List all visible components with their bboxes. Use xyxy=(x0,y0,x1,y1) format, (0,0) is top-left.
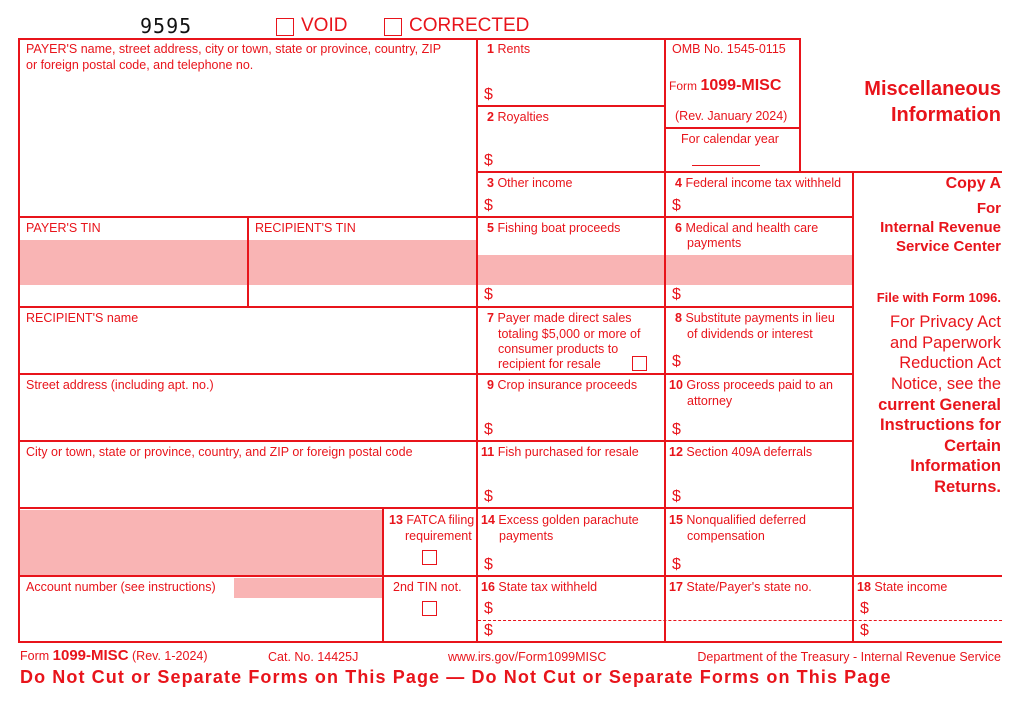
irs-line1: Internal Revenue xyxy=(880,219,1001,236)
grid-line xyxy=(18,575,1002,577)
omb-revision: (Rev. January 2024) xyxy=(675,109,788,123)
box6-dollar: $ xyxy=(672,286,681,303)
payer-name-label-1: PAYER'S name, street address, city or town, state or province, country, ZIP xyxy=(26,42,442,56)
grid-line xyxy=(664,127,801,129)
box2-label: 2 Royalties xyxy=(487,110,549,124)
second-tin-label: 2nd TIN not. xyxy=(393,580,462,594)
second-tin-checkbox[interactable] xyxy=(422,601,437,616)
box9-dollar: $ xyxy=(484,421,493,438)
box14-dollar: $ xyxy=(484,556,493,573)
instr-line-3: Certain xyxy=(944,437,1001,455)
grid-line xyxy=(476,105,666,107)
box7-label-4: recipient for resale xyxy=(498,357,601,371)
box4-label: 4 Federal income tax withheld xyxy=(675,176,842,190)
box16-label: 16 State tax withheld xyxy=(481,580,598,594)
copy-a-label: Copy A xyxy=(945,175,1001,192)
box6-shade xyxy=(666,255,853,285)
grid-line xyxy=(18,306,854,308)
box8-label-2: of dividends or interest xyxy=(687,327,813,341)
box15-label: 15 Nonqualified deferred xyxy=(669,513,806,527)
grid-line xyxy=(18,216,854,218)
payer-tin-shade xyxy=(20,240,248,285)
box16-dollar-1: $ xyxy=(484,600,493,617)
form-title-line1: Miscellaneous xyxy=(864,78,1001,100)
instr-line-4: Information xyxy=(910,457,1001,475)
blank-shade xyxy=(20,510,382,575)
box14-label: 14 Excess golden parachute xyxy=(481,513,639,527)
box7-checkbox[interactable] xyxy=(632,356,647,371)
recipient-tin-shade xyxy=(249,240,477,285)
grid-line xyxy=(18,641,1002,643)
box1-label: 1 Rents xyxy=(487,42,531,56)
payer-tin-label: PAYER'S TIN xyxy=(26,221,101,235)
box10-label-2: attorney xyxy=(687,394,733,408)
box9-label: 9 Crop insurance proceeds xyxy=(487,378,638,392)
box12-dollar: $ xyxy=(672,488,681,505)
box16-dollar-2: $ xyxy=(484,622,493,639)
grid-line xyxy=(852,172,854,643)
box17-label: 17 State/Payer's state no. xyxy=(669,580,812,594)
privacy-line-2: and Paperwork xyxy=(890,334,1001,352)
box10-dollar: $ xyxy=(672,421,681,438)
omb-number: OMB No. 1545-0115 xyxy=(672,42,786,56)
box18-dollar-1: $ xyxy=(860,600,869,617)
box11-label: 11 Fish purchased for resale xyxy=(481,445,639,459)
calendar-year-label: For calendar year xyxy=(681,132,779,146)
void-checkbox[interactable] xyxy=(276,18,294,36)
footer-cat-no: Cat. No. 14425J xyxy=(268,650,359,664)
account-shade xyxy=(234,578,382,598)
grid-line xyxy=(18,440,854,442)
box11-dollar: $ xyxy=(484,488,493,505)
recipient-name-label: RECIPIENT'S name xyxy=(26,311,139,325)
box6-label: 6 Medical and health care xyxy=(675,221,819,235)
corrected-checkbox[interactable] xyxy=(384,18,402,36)
box7-label-3: consumer products to xyxy=(498,342,619,356)
street-address-label: Street address (including apt. no.) xyxy=(26,378,214,392)
grid-line xyxy=(247,217,249,308)
fatca-checkbox[interactable] xyxy=(422,550,437,565)
instr-line-2: Instructions for xyxy=(879,416,1001,434)
state-dashed-line xyxy=(478,620,1002,621)
grid-line xyxy=(476,171,1002,173)
box5-label: 5 Fishing boat proceeds xyxy=(487,221,621,235)
box8-label: 8 Substitute payments in lieu xyxy=(675,311,835,325)
box4-dollar: $ xyxy=(672,197,681,214)
box18-label: 18 State income xyxy=(857,580,948,594)
privacy-line-4: Notice, see the xyxy=(890,375,1001,393)
form-id-number: 9595 xyxy=(140,14,193,38)
city-label: City or town, state or province, country, and ZIP or foreign postal code xyxy=(26,445,413,459)
box3-label: 3 Other income xyxy=(487,176,573,190)
instr-line-1: current General xyxy=(878,396,1001,414)
box14-label-2: payments xyxy=(499,529,554,543)
calendar-year-line xyxy=(692,165,760,166)
grid-line xyxy=(799,38,801,172)
instr-line-5: Returns. xyxy=(934,478,1001,496)
grid-line xyxy=(18,38,801,40)
irs-line2: Service Center xyxy=(895,238,1001,255)
do-not-cut-warning: Do Not Cut or Separate Forms on This Page — Do Not Cut or Separate Forms on This Page xyxy=(20,667,892,687)
footer-url[interactable]: www.irs.gov/Form1099MISC xyxy=(448,650,607,664)
box8-dollar: $ xyxy=(672,353,681,370)
privacy-line-3: Reduction Act xyxy=(899,354,1001,372)
corrected-label: CORRECTED xyxy=(409,15,530,36)
box5-shade xyxy=(478,255,665,285)
privacy-line-1: For Privacy Act xyxy=(890,313,1001,331)
grid-line xyxy=(476,38,478,643)
account-number-label: Account number (see instructions) xyxy=(26,580,216,594)
box6-label-2: payments xyxy=(687,236,742,250)
box7-label: 7 Payer made direct sales xyxy=(487,311,632,325)
footer-form-name: Form 1099-MISC (Rev. 1-2024) xyxy=(20,647,208,664)
box2-dollar: $ xyxy=(484,152,493,169)
box5-dollar: $ xyxy=(484,286,493,303)
recipient-tin-label: RECIPIENT'S TIN xyxy=(255,221,356,235)
box18-dollar-2: $ xyxy=(860,622,869,639)
box1-dollar: $ xyxy=(484,86,493,103)
copy-for-label: For xyxy=(976,200,1001,217)
omb-form-name: Form 1099-MISC xyxy=(669,77,782,94)
box15-dollar: $ xyxy=(672,556,681,573)
grid-line xyxy=(18,507,854,509)
box13-label: 13 FATCA filing xyxy=(389,513,475,527)
void-label: VOID xyxy=(301,15,348,36)
grid-line xyxy=(18,373,854,375)
footer-dept: Department of the Treasury - Internal Revenue Service xyxy=(697,650,1001,664)
box10-label: 10 Gross proceeds paid to an xyxy=(669,378,834,392)
box3-dollar: $ xyxy=(484,197,493,214)
grid-line xyxy=(18,38,20,643)
box13-label-2: requirement xyxy=(405,529,472,543)
form-title-line2: Information xyxy=(891,104,1001,126)
file-with-label: File with Form 1096. xyxy=(876,290,1001,305)
box15-label-2: compensation xyxy=(687,529,765,543)
box12-label: 12 Section 409A deferrals xyxy=(669,445,813,459)
payer-name-label-2: or foreign postal code, and telephone no. xyxy=(26,58,254,72)
box7-label-2: totaling $5,000 or more of xyxy=(498,327,641,341)
